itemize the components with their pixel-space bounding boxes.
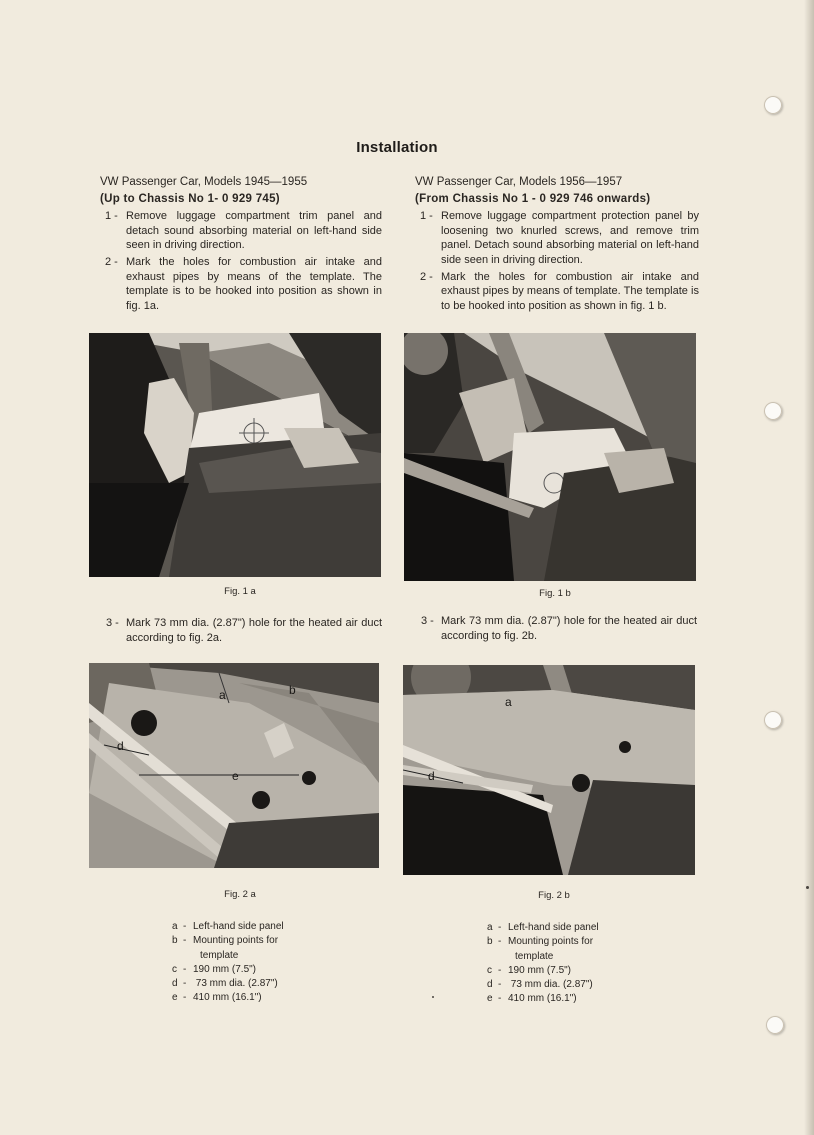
page-title: Installation bbox=[356, 139, 438, 156]
legend-item: c - 190 mm (7.5") bbox=[487, 964, 599, 978]
legend-item: e - 410 mm (16.1") bbox=[487, 992, 599, 1006]
left-steps bbox=[100, 209, 382, 313]
punch-hole-3 bbox=[764, 711, 782, 729]
legend-item: e - 410 mm (16.1") bbox=[172, 991, 284, 1005]
step-text: Mark the holes for combustion air intake and exhaust pipes by means of template. The template is to be hooked into position as shown in fig. 1 b. bbox=[441, 270, 699, 312]
legend-desc: 410 mm (16.1") bbox=[508, 993, 577, 1005]
photo-label-d: d bbox=[428, 769, 435, 783]
page-edge-shadow bbox=[804, 0, 814, 1135]
legend-desc: template bbox=[515, 950, 554, 962]
photo-label-b: b bbox=[289, 683, 296, 697]
paper-speck bbox=[806, 886, 809, 889]
paper-speck bbox=[432, 996, 434, 998]
legend-key bbox=[172, 949, 183, 963]
step-number: 2 - bbox=[420, 270, 433, 283]
punch-hole-1 bbox=[764, 96, 782, 114]
photo-fig-1b bbox=[404, 333, 696, 581]
legend-item: a - Left-hand side panel bbox=[487, 921, 599, 935]
legend-key: a bbox=[487, 922, 493, 933]
legend-key: d bbox=[487, 979, 493, 991]
left-heading: VW Passenger Car, Models 1945—1955 bbox=[100, 176, 308, 188]
step-text: Mark the holes for combustion air intake and exhaust pipes by means of the template. The template is to be hooked into position as shown in fig. 1a. bbox=[126, 255, 382, 312]
legend-item: b - Mounting points for bbox=[487, 935, 599, 949]
legend-desc: 73 mm dia. (2.87") bbox=[508, 979, 593, 991]
legend-desc: Mounting points for bbox=[193, 935, 279, 947]
right-steps bbox=[415, 209, 699, 313]
step-number: 1 - bbox=[420, 210, 433, 223]
legend-key bbox=[487, 950, 498, 964]
list-item bbox=[415, 209, 699, 267]
fig-1a-caption: Fig. 1 a bbox=[224, 586, 256, 597]
step-number: 3 - bbox=[106, 617, 119, 629]
right-step-3 bbox=[421, 614, 697, 643]
step-number: 2 - bbox=[105, 255, 118, 268]
legend-key: e bbox=[487, 993, 493, 1005]
list-item bbox=[100, 255, 382, 313]
left-instructions bbox=[100, 175, 382, 315]
legend-key: b bbox=[487, 936, 493, 948]
right-heading: VW Passenger Car, Models 1956—1957 bbox=[415, 176, 623, 188]
legend-key: a bbox=[172, 921, 178, 932]
legend-item: d - 73 mm dia. (2.87") bbox=[172, 977, 284, 991]
legend-key: d bbox=[172, 978, 178, 990]
photo-label-a: a bbox=[219, 688, 226, 702]
punch-hole-2 bbox=[764, 402, 782, 420]
fig-2a-caption: Fig. 2 a bbox=[224, 889, 256, 900]
step-text: Mark 73 mm dia. (2.87") hole for the heated air duct according to fig. 2b. bbox=[441, 615, 697, 642]
photo-label-a: a bbox=[505, 695, 512, 709]
legend-key: e bbox=[172, 992, 178, 1004]
legend-desc: 190 mm (7.5") bbox=[508, 964, 572, 976]
legend-desc: 410 mm (16.1") bbox=[193, 992, 262, 1004]
legend-desc: 73 mm dia. (2.87") bbox=[193, 978, 278, 990]
legend-item bbox=[172, 949, 284, 963]
legend-left bbox=[172, 920, 284, 1006]
legend-desc: Left-hand side panel bbox=[508, 922, 599, 933]
legend-item bbox=[487, 950, 599, 964]
list-item bbox=[415, 270, 699, 314]
step-text: Mark 73 mm dia. (2.87") hole for the heated air duct according to fig. 2a. bbox=[126, 617, 382, 644]
list-item bbox=[100, 209, 382, 253]
step-number: 3 - bbox=[421, 615, 434, 627]
right-subheading: (From Chassis No 1 - 0 929 746 onwards) bbox=[415, 192, 651, 205]
photo-fig-1a bbox=[89, 333, 381, 577]
legend-key: b bbox=[172, 935, 178, 947]
photo-fig-2b bbox=[403, 665, 695, 875]
step-text: Remove luggage compartment protection panel by loosening two knurled screws, and remove trim panel. Detach sound absorbing material on left-hand side seen in driving direction. bbox=[441, 210, 699, 266]
legend-item: d - 73 mm dia. (2.87") bbox=[487, 978, 599, 992]
left-step-3 bbox=[106, 616, 382, 645]
punch-hole-4 bbox=[766, 1016, 784, 1034]
fig-2b-caption: Fig. 2 b bbox=[538, 890, 570, 901]
right-instructions bbox=[415, 175, 699, 315]
legend-desc: template bbox=[200, 949, 239, 961]
fig-1b-caption: Fig. 1 b bbox=[539, 588, 571, 599]
step-text: Remove luggage compartment trim panel and detach sound absorbing material on left-hand side seen in driving direction. bbox=[126, 210, 382, 252]
step-number: 1 - bbox=[105, 210, 118, 223]
legend-desc: Left-hand side panel bbox=[193, 921, 284, 932]
legend-item: a - Left-hand side panel bbox=[172, 920, 284, 934]
legend-desc: Mounting points for bbox=[508, 936, 594, 948]
legend-desc: 190 mm (7.5") bbox=[193, 963, 257, 975]
photo-fig-2a bbox=[89, 663, 379, 868]
legend-item: b - Mounting points for bbox=[172, 934, 284, 948]
legend-key: c bbox=[172, 963, 177, 975]
legend-key: c bbox=[487, 964, 492, 976]
photo-label-e: e bbox=[232, 769, 239, 783]
legend-right bbox=[487, 921, 599, 1007]
legend-item: c - 190 mm (7.5") bbox=[172, 963, 284, 977]
left-subheading: (Up to Chassis No 1- 0 929 745) bbox=[100, 192, 280, 205]
photo-label-d: d bbox=[117, 739, 124, 753]
